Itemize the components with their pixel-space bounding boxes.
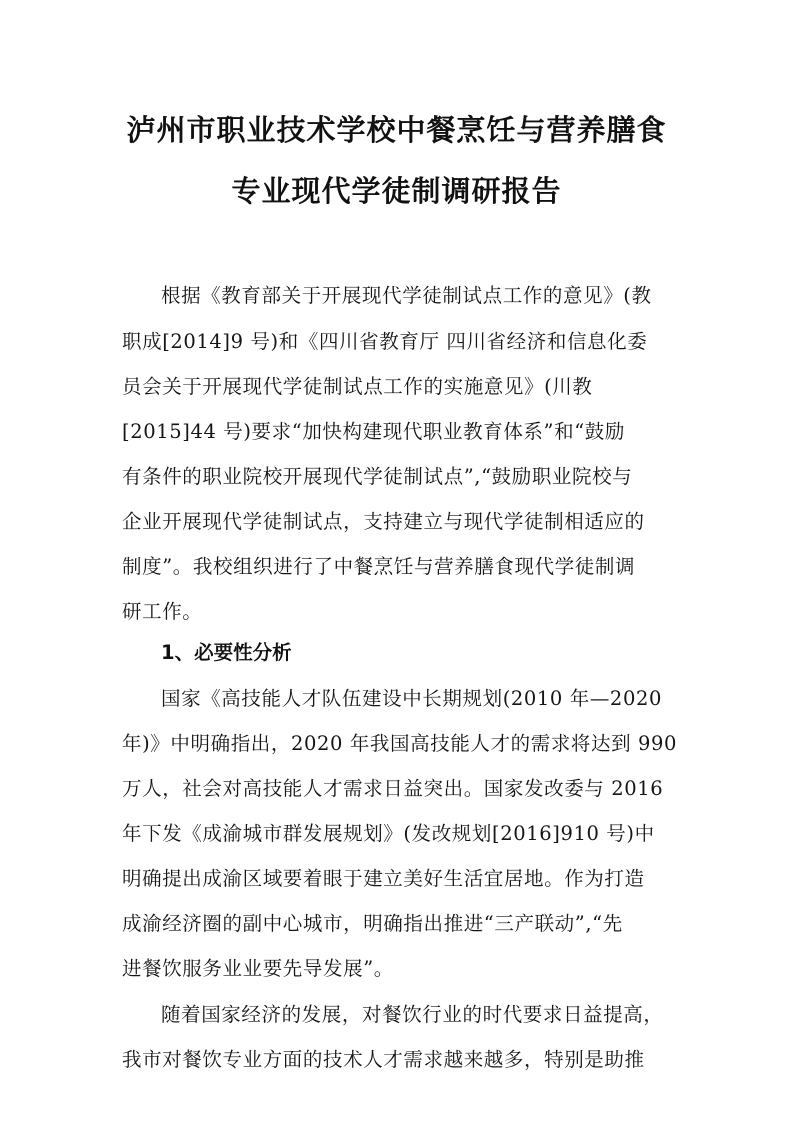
paragraph-1-line: 制度”。我校组织进行了中餐烹饪与营养膳食现代学徒制调 [122, 555, 636, 578]
document-title-line-1: 泸州市职业技术学校中餐烹饪与营养膳食 [126, 113, 667, 147]
paragraph-1-line: 员会关于开展现代学徒制试点工作的实施意见》(川教 [122, 375, 593, 398]
section-heading: 1、必要性分析 [161, 641, 292, 664]
paragraph-2-line: 万人，社会对高技能人才需求日益突出。国家发改委与 2016 [122, 777, 664, 800]
paragraph-1-line: 根据《教育部关于开展现代学徒制试点工作的意见》(教 [161, 284, 652, 307]
paragraph-2-line: 进餐饮服务业业要先导发展”。 [122, 957, 394, 980]
paragraph-2-line: 成渝经济圈的副中心城市，明确指出推进“三产联动”,“先 [122, 912, 623, 935]
paragraph-3-line: 随着国家经济的发展，对餐饮行业的时代要求日益提高， [161, 1003, 664, 1026]
paragraph-2-line: 年)》中明确指出，2020 年我国高技能人才的需求将达到 990 [122, 732, 678, 755]
paragraph-2-line: 年下发《成渝城市群发展规划》(发改规划[2016]910 号)中 [122, 822, 655, 845]
paragraph-1-line: [2015]44 号)要求“加快构建现代职业教育体系”和“鼓励 [122, 420, 625, 443]
document-title-line-2: 专业现代学徒制调研报告 [231, 174, 562, 208]
paragraph-2-line: 明确提出成渝区域要着眼于建立美好生活宜居地。作为打造 [122, 867, 645, 890]
paragraph-1-line: 企业开展现代学徒制试点，支持建立与现代学徒制相适应的 [122, 510, 645, 533]
paragraph-2-line: 国家《高技能人才队伍建设中长期规划(2010 年—2020 [161, 687, 662, 710]
paragraph-1-line: 研工作。 [122, 600, 203, 623]
paragraph-3-line: 我市对餐饮专业方面的技术人才需求越来越多，特别是助推 [122, 1048, 645, 1071]
paragraph-1-line: 职成[2014]9 号)和《四川省教育厅 四川省经济和信息化委 [122, 330, 648, 353]
paragraph-1-line: 有条件的职业院校开展现代学徒制试点”,“鼓励职业院校与 [122, 465, 633, 488]
